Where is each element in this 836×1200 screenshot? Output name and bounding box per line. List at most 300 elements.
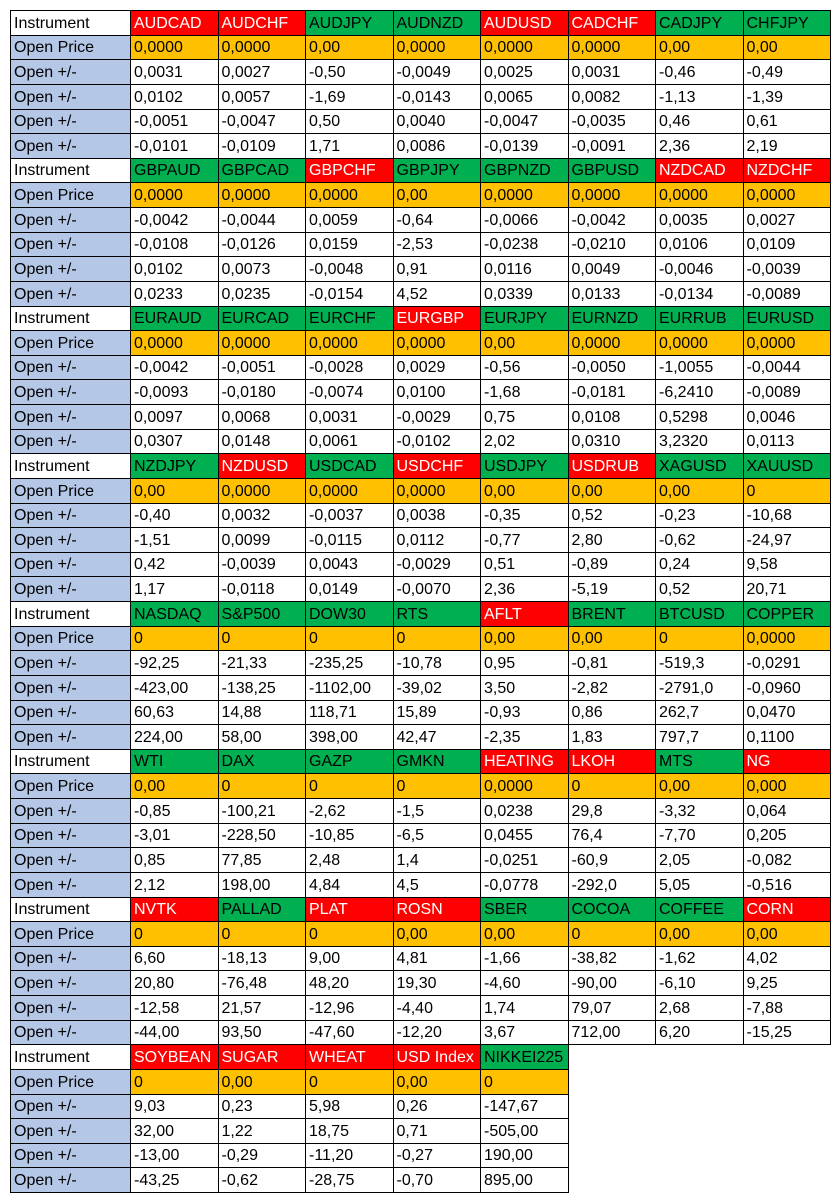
open-change-cell[interactable]: 0,5298: [656, 405, 744, 430]
open-change-label-cell[interactable]: Open +/-: [11, 1119, 131, 1144]
open-change-cell[interactable]: -2,62: [306, 799, 394, 824]
open-price-cell[interactable]: 0: [131, 922, 219, 947]
open-change-cell[interactable]: 0,23: [218, 1094, 306, 1119]
open-change-cell[interactable]: -60,9: [568, 848, 656, 873]
instrument-name-cell[interactable]: CADJPY: [656, 11, 744, 36]
open-change-cell[interactable]: 21,57: [218, 996, 306, 1021]
open-change-cell[interactable]: 14,88: [218, 700, 306, 725]
open-change-cell[interactable]: -0,0044: [218, 208, 306, 233]
open-change-cell[interactable]: -12,20: [393, 1020, 481, 1045]
open-change-cell[interactable]: -13,00: [131, 1143, 219, 1168]
open-price-cell[interactable]: 0,0000: [393, 331, 481, 356]
open-price-cell[interactable]: 0,0000: [743, 183, 831, 208]
open-change-cell[interactable]: -21,33: [218, 651, 306, 676]
open-price-cell[interactable]: 0,00: [218, 1069, 306, 1094]
open-change-cell[interactable]: 0,0455: [481, 823, 569, 848]
open-change-cell[interactable]: -7,70: [656, 823, 744, 848]
open-change-cell[interactable]: -1,5: [393, 799, 481, 824]
open-change-cell[interactable]: 0,86: [568, 700, 656, 725]
open-price-cell[interactable]: 0,0000: [131, 183, 219, 208]
open-change-cell[interactable]: -100,21: [218, 799, 306, 824]
instrument-name-cell[interactable]: MTS: [656, 749, 744, 774]
open-change-cell[interactable]: -0,0134: [656, 281, 744, 306]
open-change-cell[interactable]: 712,00: [568, 1020, 656, 1045]
open-change-cell[interactable]: -0,0210: [568, 232, 656, 257]
open-change-label-cell[interactable]: Open +/-: [11, 1094, 131, 1119]
open-price-cell[interactable]: 0,00: [393, 183, 481, 208]
open-price-cell[interactable]: 0,00: [656, 35, 744, 60]
open-price-cell[interactable]: 0,00: [656, 774, 744, 799]
open-change-cell[interactable]: -3,32: [656, 799, 744, 824]
open-change-cell[interactable]: -18,13: [218, 946, 306, 971]
open-change-cell[interactable]: -0,0049: [393, 60, 481, 85]
instrument-name-cell[interactable]: ROSN: [393, 897, 481, 922]
open-change-cell[interactable]: 0,0035: [656, 208, 744, 233]
open-change-cell[interactable]: 6,20: [656, 1020, 744, 1045]
open-change-cell[interactable]: 118,71: [306, 700, 394, 725]
open-change-cell[interactable]: -423,00: [131, 675, 219, 700]
instrument-name-cell[interactable]: GAZP: [306, 749, 394, 774]
open-price-cell[interactable]: 0,0000: [656, 331, 744, 356]
open-change-cell[interactable]: 0,0068: [218, 405, 306, 430]
instrument-label-cell[interactable]: Instrument: [11, 11, 131, 36]
open-change-cell[interactable]: 0,0043: [306, 552, 394, 577]
open-change-cell[interactable]: -4,40: [393, 996, 481, 1021]
open-change-cell[interactable]: -2,35: [481, 725, 569, 750]
instrument-label-cell[interactable]: Instrument: [11, 306, 131, 331]
open-change-cell[interactable]: 0,064: [743, 799, 831, 824]
open-change-cell[interactable]: 2,80: [568, 528, 656, 553]
open-change-cell[interactable]: 6,60: [131, 946, 219, 971]
open-change-cell[interactable]: 0,0027: [743, 208, 831, 233]
open-change-cell[interactable]: -0,0051: [131, 109, 219, 134]
open-change-cell[interactable]: -0,0048: [306, 257, 394, 282]
instrument-name-cell[interactable]: HEATING: [481, 749, 569, 774]
open-price-cell[interactable]: 0,0000: [481, 774, 569, 799]
open-price-cell[interactable]: 0,00: [568, 478, 656, 503]
open-price-label-cell[interactable]: Open Price: [11, 478, 131, 503]
open-change-cell[interactable]: -0,0251: [481, 848, 569, 873]
open-change-label-cell[interactable]: Open +/-: [11, 208, 131, 233]
open-change-cell[interactable]: 32,00: [131, 1119, 219, 1144]
open-change-cell[interactable]: -0,27: [393, 1143, 481, 1168]
open-change-cell[interactable]: 4,84: [306, 872, 394, 897]
instrument-name-cell[interactable]: AUDCHF: [218, 11, 306, 36]
instrument-label-cell[interactable]: Instrument: [11, 1045, 131, 1070]
open-change-cell[interactable]: 20,71: [743, 577, 831, 602]
open-change-label-cell[interactable]: Open +/-: [11, 651, 131, 676]
open-change-cell[interactable]: 0,85: [131, 848, 219, 873]
open-change-cell[interactable]: -0,0778: [481, 872, 569, 897]
open-change-cell[interactable]: -0,0109: [218, 134, 306, 159]
open-change-cell[interactable]: 0,71: [393, 1119, 481, 1144]
instrument-name-cell[interactable]: PLAT: [306, 897, 394, 922]
open-change-cell[interactable]: -1,66: [481, 946, 569, 971]
open-price-cell[interactable]: 0,0000: [306, 331, 394, 356]
open-change-cell[interactable]: 0,0112: [393, 528, 481, 553]
instrument-name-cell[interactable]: AUDNZD: [393, 11, 481, 36]
instrument-name-cell[interactable]: EURCHF: [306, 306, 394, 331]
open-change-label-cell[interactable]: Open +/-: [11, 872, 131, 897]
open-change-cell[interactable]: -0,0093: [131, 380, 219, 405]
instrument-name-cell[interactable]: GBPNZD: [481, 158, 569, 183]
open-change-cell[interactable]: 0,0029: [393, 355, 481, 380]
open-price-label-cell[interactable]: Open Price: [11, 626, 131, 651]
open-price-cell[interactable]: 0: [306, 1069, 394, 1094]
open-change-cell[interactable]: -292,0: [568, 872, 656, 897]
open-change-cell[interactable]: -6,10: [656, 971, 744, 996]
open-change-cell[interactable]: 3,50: [481, 675, 569, 700]
open-price-cell[interactable]: 0,0000: [306, 478, 394, 503]
instrument-name-cell[interactable]: XAUUSD: [743, 454, 831, 479]
instrument-name-cell[interactable]: CORN: [743, 897, 831, 922]
open-change-cell[interactable]: -0,0044: [743, 355, 831, 380]
open-change-cell[interactable]: -2,82: [568, 675, 656, 700]
open-change-cell[interactable]: 2,19: [743, 134, 831, 159]
open-price-cell[interactable]: 0: [568, 922, 656, 947]
instrument-name-cell[interactable]: USD Index: [393, 1045, 481, 1070]
open-change-cell[interactable]: 0,0100: [393, 380, 481, 405]
open-change-cell[interactable]: 0,51: [481, 552, 569, 577]
open-change-cell[interactable]: -0,0039: [218, 552, 306, 577]
open-change-cell[interactable]: 4,5: [393, 872, 481, 897]
open-price-cell[interactable]: 0,00: [481, 478, 569, 503]
open-price-cell[interactable]: 0: [568, 774, 656, 799]
open-change-label-cell[interactable]: Open +/-: [11, 257, 131, 282]
open-change-cell[interactable]: 77,85: [218, 848, 306, 873]
open-change-cell[interactable]: 1,83: [568, 725, 656, 750]
open-change-cell[interactable]: -6,5: [393, 823, 481, 848]
open-change-cell[interactable]: 895,00: [481, 1168, 569, 1193]
open-price-cell[interactable]: 0,00: [393, 922, 481, 947]
open-price-cell[interactable]: 0,0000: [481, 35, 569, 60]
instrument-name-cell[interactable]: S&P500: [218, 602, 306, 627]
open-change-cell[interactable]: 0,0031: [131, 60, 219, 85]
open-change-cell[interactable]: 58,00: [218, 725, 306, 750]
open-change-cell[interactable]: -0,516: [743, 872, 831, 897]
open-change-cell[interactable]: 198,00: [218, 872, 306, 897]
open-change-cell[interactable]: -0,0126: [218, 232, 306, 257]
open-change-cell[interactable]: -0,0102: [393, 429, 481, 454]
open-change-cell[interactable]: 2,36: [656, 134, 744, 159]
open-change-cell[interactable]: -0,46: [656, 60, 744, 85]
open-change-cell[interactable]: -0,29: [218, 1143, 306, 1168]
instrument-name-cell[interactable]: NZDJPY: [131, 454, 219, 479]
open-change-label-cell[interactable]: Open +/-: [11, 60, 131, 85]
open-change-cell[interactable]: 5,98: [306, 1094, 394, 1119]
open-change-cell[interactable]: -1102,00: [306, 675, 394, 700]
open-change-cell[interactable]: -0,0238: [481, 232, 569, 257]
open-change-cell[interactable]: -0,0042: [131, 208, 219, 233]
open-price-cell[interactable]: 0,0000: [218, 35, 306, 60]
open-change-cell[interactable]: 0,0049: [568, 257, 656, 282]
open-change-cell[interactable]: 0,0113: [743, 429, 831, 454]
open-change-cell[interactable]: -0,0074: [306, 380, 394, 405]
open-change-cell[interactable]: -2791,0: [656, 675, 744, 700]
open-change-cell[interactable]: 79,07: [568, 996, 656, 1021]
open-change-label-cell[interactable]: Open +/-: [11, 109, 131, 134]
open-change-cell[interactable]: 0,0148: [218, 429, 306, 454]
instrument-name-cell[interactable]: GBPUSD: [568, 158, 656, 183]
open-change-cell[interactable]: -43,25: [131, 1168, 219, 1193]
open-change-cell[interactable]: 42,47: [393, 725, 481, 750]
instrument-name-cell[interactable]: USDCAD: [306, 454, 394, 479]
open-change-cell[interactable]: 0,0099: [218, 528, 306, 553]
open-change-cell[interactable]: -10,85: [306, 823, 394, 848]
open-change-cell[interactable]: -0,0960: [743, 675, 831, 700]
open-change-cell[interactable]: 1,71: [306, 134, 394, 159]
open-change-cell[interactable]: 0,0038: [393, 503, 481, 528]
open-change-cell[interactable]: 4,81: [393, 946, 481, 971]
open-price-cell[interactable]: 0,00: [131, 478, 219, 503]
open-change-label-cell[interactable]: Open +/-: [11, 996, 131, 1021]
open-price-label-cell[interactable]: Open Price: [11, 183, 131, 208]
open-change-cell[interactable]: -0,93: [481, 700, 569, 725]
open-change-cell[interactable]: -0,0037: [306, 503, 394, 528]
open-change-cell[interactable]: 0,0032: [218, 503, 306, 528]
open-change-cell[interactable]: -0,0118: [218, 577, 306, 602]
open-price-cell[interactable]: 0,000: [743, 774, 831, 799]
open-change-cell[interactable]: -1,39: [743, 84, 831, 109]
open-change-cell[interactable]: 4,02: [743, 946, 831, 971]
open-change-cell[interactable]: 60,63: [131, 700, 219, 725]
open-price-cell[interactable]: 0,0000: [743, 331, 831, 356]
open-price-cell[interactable]: 0,0000: [393, 35, 481, 60]
instrument-name-cell[interactable]: EURCAD: [218, 306, 306, 331]
open-price-cell[interactable]: 0: [306, 626, 394, 651]
open-change-cell[interactable]: 1,17: [131, 577, 219, 602]
open-change-label-cell[interactable]: Open +/-: [11, 232, 131, 257]
open-change-cell[interactable]: -0,0101: [131, 134, 219, 159]
instrument-name-cell[interactable]: PALLAD: [218, 897, 306, 922]
open-change-cell[interactable]: -0,62: [656, 528, 744, 553]
instrument-name-cell[interactable]: NZDUSD: [218, 454, 306, 479]
open-change-cell[interactable]: 0,0159: [306, 232, 394, 257]
instrument-name-cell[interactable]: LKOH: [568, 749, 656, 774]
open-change-cell[interactable]: -0,0066: [481, 208, 569, 233]
open-change-label-cell[interactable]: Open +/-: [11, 405, 131, 430]
open-change-cell[interactable]: -0,0046: [656, 257, 744, 282]
open-change-cell[interactable]: 0,0102: [131, 257, 219, 282]
open-change-cell[interactable]: 262,7: [656, 700, 744, 725]
open-change-cell[interactable]: 190,00: [481, 1143, 569, 1168]
open-change-cell[interactable]: 19,30: [393, 971, 481, 996]
open-change-cell[interactable]: -0,0089: [743, 380, 831, 405]
open-change-cell[interactable]: 2,48: [306, 848, 394, 873]
open-change-cell[interactable]: -0,0051: [218, 355, 306, 380]
open-change-cell[interactable]: 0,42: [131, 552, 219, 577]
instrument-name-cell[interactable]: WHEAT: [306, 1045, 394, 1070]
instrument-label-cell[interactable]: Instrument: [11, 749, 131, 774]
instrument-label-cell[interactable]: Instrument: [11, 454, 131, 479]
instrument-name-cell[interactable]: EURRUB: [656, 306, 744, 331]
instrument-name-cell[interactable]: CADCHF: [568, 11, 656, 36]
instrument-name-cell[interactable]: AUDUSD: [481, 11, 569, 36]
open-change-cell[interactable]: -0,0089: [743, 281, 831, 306]
open-change-cell[interactable]: 0,75: [481, 405, 569, 430]
open-change-cell[interactable]: 0,0082: [568, 84, 656, 109]
open-change-cell[interactable]: 0,0102: [131, 84, 219, 109]
open-change-cell[interactable]: 797,7: [656, 725, 744, 750]
open-change-label-cell[interactable]: Open +/-: [11, 946, 131, 971]
open-change-cell[interactable]: -11,20: [306, 1143, 394, 1168]
open-change-cell[interactable]: 15,89: [393, 700, 481, 725]
open-change-cell[interactable]: -0,0108: [131, 232, 219, 257]
open-price-label-cell[interactable]: Open Price: [11, 922, 131, 947]
open-change-cell[interactable]: 2,12: [131, 872, 219, 897]
open-change-cell[interactable]: -0,0039: [743, 257, 831, 282]
open-change-cell[interactable]: 0,0059: [306, 208, 394, 233]
open-change-label-cell[interactable]: Open +/-: [11, 429, 131, 454]
open-change-cell[interactable]: -5,19: [568, 577, 656, 602]
instrument-name-cell[interactable]: EURJPY: [481, 306, 569, 331]
open-change-cell[interactable]: -0,77: [481, 528, 569, 553]
open-price-cell[interactable]: 0,0000: [743, 626, 831, 651]
open-price-cell[interactable]: 0,0000: [568, 331, 656, 356]
open-change-label-cell[interactable]: Open +/-: [11, 971, 131, 996]
open-price-cell[interactable]: 0,0000: [306, 183, 394, 208]
open-change-cell[interactable]: -24,97: [743, 528, 831, 553]
open-change-label-cell[interactable]: Open +/-: [11, 700, 131, 725]
open-change-label-cell[interactable]: Open +/-: [11, 1020, 131, 1045]
open-change-cell[interactable]: 2,05: [656, 848, 744, 873]
open-change-cell[interactable]: -4,60: [481, 971, 569, 996]
open-price-cell[interactable]: 0,00: [481, 331, 569, 356]
open-change-cell[interactable]: -3,01: [131, 823, 219, 848]
open-change-cell[interactable]: -1,68: [481, 380, 569, 405]
open-change-label-cell[interactable]: Open +/-: [11, 675, 131, 700]
open-change-cell[interactable]: -519,3: [656, 651, 744, 676]
open-change-cell[interactable]: -44,00: [131, 1020, 219, 1045]
open-price-cell[interactable]: 0,00: [656, 478, 744, 503]
open-change-cell[interactable]: 9,03: [131, 1094, 219, 1119]
instrument-name-cell[interactable]: GBPJPY: [393, 158, 481, 183]
open-change-cell[interactable]: 93,50: [218, 1020, 306, 1045]
open-price-cell[interactable]: 0,0000: [131, 331, 219, 356]
open-change-cell[interactable]: 2,36: [481, 577, 569, 602]
open-change-cell[interactable]: 0,0233: [131, 281, 219, 306]
open-change-cell[interactable]: -0,62: [218, 1168, 306, 1193]
open-price-cell[interactable]: 0,0000: [568, 35, 656, 60]
open-change-cell[interactable]: 0,0040: [393, 109, 481, 134]
instrument-name-cell[interactable]: AUDJPY: [306, 11, 394, 36]
open-change-cell[interactable]: 0,61: [743, 109, 831, 134]
open-price-cell[interactable]: 0,0000: [393, 478, 481, 503]
open-change-cell[interactable]: 0,1100: [743, 725, 831, 750]
open-change-cell[interactable]: 0,26: [393, 1094, 481, 1119]
open-change-label-cell[interactable]: Open +/-: [11, 848, 131, 873]
open-change-cell[interactable]: 0,52: [568, 503, 656, 528]
instrument-name-cell[interactable]: BTCUSD: [656, 602, 744, 627]
open-change-cell[interactable]: -0,81: [568, 651, 656, 676]
open-change-cell[interactable]: 0,0133: [568, 281, 656, 306]
open-change-cell[interactable]: 0,0235: [218, 281, 306, 306]
open-change-cell[interactable]: 0,91: [393, 257, 481, 282]
open-change-cell[interactable]: 0,0046: [743, 405, 831, 430]
open-change-cell[interactable]: 0,0307: [131, 429, 219, 454]
open-change-cell[interactable]: -0,89: [568, 552, 656, 577]
instrument-name-cell[interactable]: CHFJPY: [743, 11, 831, 36]
instrument-name-cell[interactable]: GBPAUD: [131, 158, 219, 183]
open-change-cell[interactable]: -0,49: [743, 60, 831, 85]
open-change-cell[interactable]: -0,64: [393, 208, 481, 233]
open-change-cell[interactable]: 0,0108: [568, 405, 656, 430]
open-change-cell[interactable]: -0,0181: [568, 380, 656, 405]
open-price-cell[interactable]: 0,00: [656, 922, 744, 947]
open-change-cell[interactable]: 29,8: [568, 799, 656, 824]
open-change-cell[interactable]: 9,00: [306, 946, 394, 971]
open-change-cell[interactable]: 2,02: [481, 429, 569, 454]
instrument-name-cell[interactable]: EURGBP: [393, 306, 481, 331]
open-change-cell[interactable]: 398,00: [306, 725, 394, 750]
instrument-name-cell[interactable]: SOYBEAN: [131, 1045, 219, 1070]
open-change-label-cell[interactable]: Open +/-: [11, 577, 131, 602]
open-price-cell[interactable]: 0: [306, 922, 394, 947]
open-change-cell[interactable]: -0,0139: [481, 134, 569, 159]
instrument-name-cell[interactable]: WTI: [131, 749, 219, 774]
open-price-cell[interactable]: 0: [656, 626, 744, 651]
open-price-cell[interactable]: 0: [306, 774, 394, 799]
instrument-label-cell[interactable]: Instrument: [11, 158, 131, 183]
open-change-cell[interactable]: -1,0055: [656, 355, 744, 380]
open-change-cell[interactable]: -0,0180: [218, 380, 306, 405]
open-change-cell[interactable]: -10,68: [743, 503, 831, 528]
open-price-label-cell[interactable]: Open Price: [11, 774, 131, 799]
open-price-cell[interactable]: 0: [393, 626, 481, 651]
open-change-cell[interactable]: 0,0057: [218, 84, 306, 109]
open-change-cell[interactable]: -12,58: [131, 996, 219, 1021]
open-change-cell[interactable]: -0,0042: [131, 355, 219, 380]
instrument-name-cell[interactable]: NASDAQ: [131, 602, 219, 627]
instrument-name-cell[interactable]: NIKKEI225: [481, 1045, 569, 1070]
open-change-label-cell[interactable]: Open +/-: [11, 528, 131, 553]
open-change-cell[interactable]: -0,0154: [306, 281, 394, 306]
open-change-cell[interactable]: 0,0238: [481, 799, 569, 824]
open-change-cell[interactable]: 0,0061: [306, 429, 394, 454]
open-change-cell[interactable]: -0,0091: [568, 134, 656, 159]
open-change-cell[interactable]: -235,25: [306, 651, 394, 676]
open-change-cell[interactable]: 0,0073: [218, 257, 306, 282]
open-change-cell[interactable]: -0,0047: [218, 109, 306, 134]
open-change-cell[interactable]: 0,0025: [481, 60, 569, 85]
open-change-cell[interactable]: 0,24: [656, 552, 744, 577]
open-price-cell[interactable]: 0,0000: [131, 35, 219, 60]
open-change-cell[interactable]: 0,205: [743, 823, 831, 848]
instrument-name-cell[interactable]: RTS: [393, 602, 481, 627]
open-change-cell[interactable]: -10,78: [393, 651, 481, 676]
open-change-cell[interactable]: -0,0028: [306, 355, 394, 380]
open-change-cell[interactable]: 0,0470: [743, 700, 831, 725]
open-change-cell[interactable]: 9,25: [743, 971, 831, 996]
open-change-cell[interactable]: 0,52: [656, 577, 744, 602]
open-price-cell[interactable]: 0,00: [481, 922, 569, 947]
open-change-cell[interactable]: -1,13: [656, 84, 744, 109]
open-change-cell[interactable]: -12,96: [306, 996, 394, 1021]
open-change-cell[interactable]: 3,67: [481, 1020, 569, 1045]
open-change-cell[interactable]: 0,0027: [218, 60, 306, 85]
open-price-cell[interactable]: 0: [743, 478, 831, 503]
open-change-cell[interactable]: -505,00: [481, 1119, 569, 1144]
open-change-cell[interactable]: 0,0106: [656, 232, 744, 257]
open-change-cell[interactable]: -1,69: [306, 84, 394, 109]
open-price-cell[interactable]: 0,0000: [568, 183, 656, 208]
instrument-name-cell[interactable]: BRENT: [568, 602, 656, 627]
instrument-name-cell[interactable]: SUGAR: [218, 1045, 306, 1070]
open-change-cell[interactable]: 0,0031: [306, 405, 394, 430]
open-change-cell[interactable]: -2,53: [393, 232, 481, 257]
open-price-cell[interactable]: 0: [218, 774, 306, 799]
open-price-cell[interactable]: 0,00: [131, 774, 219, 799]
